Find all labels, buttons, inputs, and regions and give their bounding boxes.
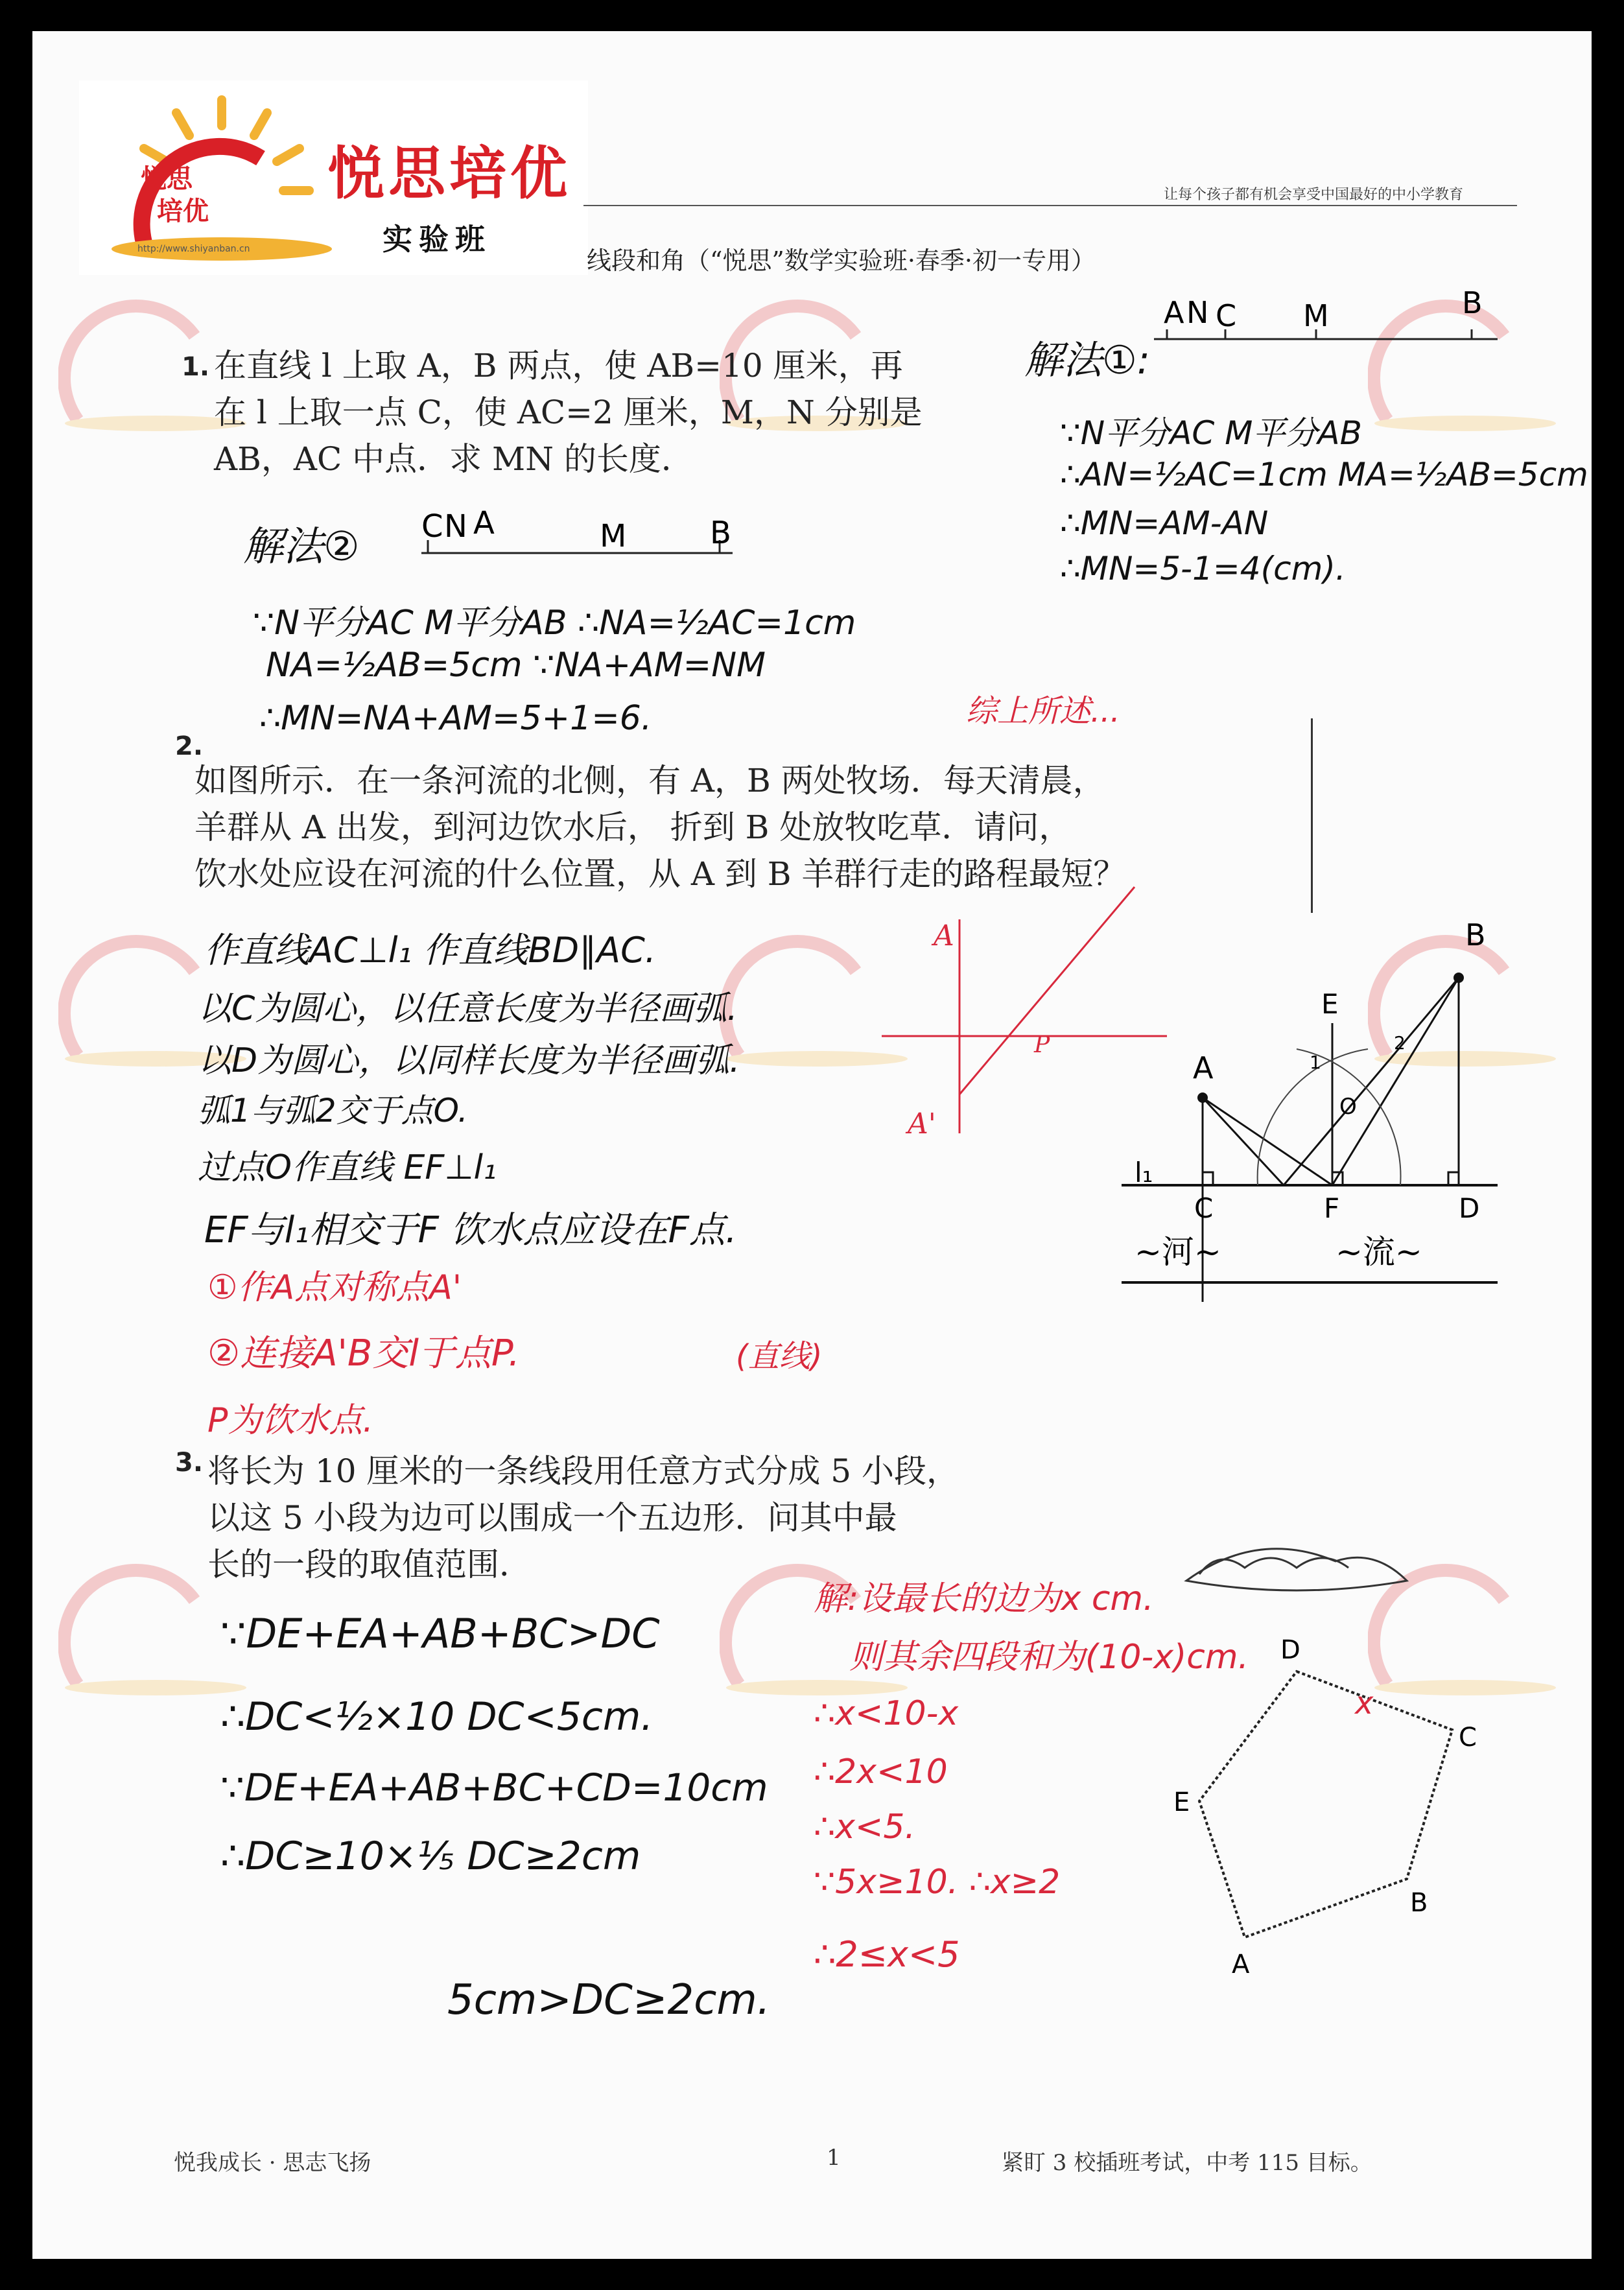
worksheet-page	[32, 31, 1592, 2259]
p1-d1-label-n: N	[1186, 295, 1209, 330]
p1-method1-label: 解法①:	[1024, 338, 1151, 383]
fig2-label-o: O	[1339, 1094, 1357, 1120]
p1-d2-label-c: C	[421, 508, 443, 545]
logo-url: http://www.shiyanban.cn	[137, 244, 250, 254]
p3-red-line-2: 则其余四段和为(10-x)cm.	[849, 1638, 1249, 1677]
p2-line-2: 以C为圆心，以任意长度为半径画弧.	[198, 989, 738, 1028]
problem-2-line-3: 饮水处应设在河流的什么位置，从 A 到 B 羊群行走的路程最短？	[194, 855, 1126, 893]
p2-line-6: EF与l₁相交于F 饮水点应设在F点.	[204, 1209, 737, 1251]
p3-line-5: 5cm>DC≥2cm.	[447, 1976, 771, 2024]
pentagon-red-x: x	[1355, 1685, 1374, 1721]
footer-right: 紧盯 3 校插班考试，中考 115 目标。	[1002, 2150, 1372, 2176]
p3-red-line-1: 解:设最长的边为x cm.	[814, 1579, 1154, 1618]
problem-2-line-2: 羊群从 A 出发，到河边饮水后， 折到 B 处放牧吃草．请问，	[194, 809, 1072, 846]
brand-name: 悦思培优	[327, 140, 572, 207]
sketch-label-a-prime: A'	[908, 1107, 936, 1140]
fig2-label-l1: l₁	[1135, 1157, 1153, 1188]
pentagon-label-e: E	[1173, 1788, 1190, 1817]
p2-red-line-2: ②连接A'B交l于点P.	[207, 1332, 520, 1375]
p1-segment-diagram-1	[1147, 287, 1511, 365]
p1-d2-label-n: N	[444, 508, 467, 545]
fig2-label-f: F	[1324, 1192, 1340, 1224]
leaf-doodle	[1180, 1522, 1413, 1600]
slogan: 让每个孩子都有机会享受中国最好的中小学教育	[1164, 187, 1464, 203]
p1-d2-label-a: A	[473, 505, 495, 541]
problem-3-line-2: 以这 5 小段为边可以围成一个五边形．问其中最	[207, 1499, 897, 1537]
problem-3-line-1: 将长为 10 厘米的一条线段用任意方式分成 5 小段，	[207, 1452, 959, 1490]
p1-d1-label-b: B	[1462, 287, 1483, 320]
footer-left: 悦我成长 · 思志飞扬	[174, 2150, 371, 2176]
problem-1-line-3: AB，AC 中点．求 MN 的长度．	[214, 440, 694, 478]
problem-2-line-1: 如图所示．在一条河流的北侧，有 A，B 两处牧场．每天清晨，	[194, 762, 1105, 799]
fig2-arc-1: 1	[1310, 1052, 1321, 1073]
p1-d1-label-c: C	[1216, 298, 1237, 333]
p3-red-line-4: ∴2x<10	[814, 1753, 948, 1791]
problem-3-line-3: 长的一段的取值范围．	[207, 1546, 532, 1583]
p1-method2-label: 解法②	[243, 523, 360, 570]
p3-red-line-5: ∴x<5.	[814, 1808, 916, 1847]
fig2-label-b: B	[1465, 917, 1486, 952]
fig2-arc-2: 2	[1394, 1032, 1406, 1054]
p1-d2-label-b: B	[710, 515, 731, 551]
p3-line-1: ∵DE+EA+AB+BC>DC	[220, 1610, 660, 1657]
margin-rule	[1311, 718, 1313, 913]
fig2-river-right: ~流~	[1336, 1233, 1422, 1271]
pentagon-figure	[1147, 1613, 1524, 1989]
problem-2-number: 2.	[175, 731, 204, 761]
p1-method1-line-1: ∵N平分AC M平分AB	[1060, 414, 1362, 452]
p2-red-line-1: ①作A点对称点A'	[207, 1268, 462, 1307]
pentagon-label-b: B	[1410, 1888, 1428, 1918]
p1-method2-line-2: NA=½AB=5cm ∵NA+AM=NM	[266, 646, 766, 685]
watermark-logo-icon	[720, 1542, 914, 1710]
problem-1-number: 1.	[182, 352, 210, 382]
logo-text-2: 培优	[157, 196, 209, 226]
pentagon-label-c: C	[1459, 1723, 1477, 1753]
river-figure	[1096, 900, 1517, 1315]
p1-red-note: 综上所述...	[966, 693, 1120, 729]
p1-method1-line-4: ∴MN=5-1=4(cm).	[1060, 550, 1346, 587]
p1-d2-label-m: M	[600, 518, 627, 554]
problem-1-line-2: 在 l 上取一点 C，使 AC=2 厘米，M，N 分别是	[214, 394, 923, 431]
fig2-label-c: C	[1194, 1192, 1214, 1224]
p1-segment-diagram-2	[415, 498, 739, 569]
header-divider	[583, 205, 1517, 206]
p3-red-line-7: ∴2≤x<5	[814, 1934, 960, 1975]
p1-d1-label-m: M	[1303, 298, 1329, 333]
fig2-river-left: ~河~	[1135, 1233, 1221, 1271]
p1-method2-line-3: ∴MN=NA+AM=5+1=6.	[259, 699, 652, 738]
p2-red-line-3: P为饮水点.	[207, 1401, 373, 1440]
pentagon-label-d: D	[1280, 1635, 1300, 1665]
p1-d1-label-a: A	[1164, 295, 1184, 330]
p2-line-4: 弧1与弧2交于点O.	[198, 1092, 468, 1129]
logo-text-1: 悦思	[141, 164, 193, 194]
p1-method1-line-2: ∴AN=½AC=1cm MA=½AB=5cm	[1060, 456, 1588, 493]
pentagon-label-a: A	[1232, 1950, 1250, 1979]
p1-method2-line-1: ∵N平分AC M平分AB ∴NA=½AC=1cm	[253, 604, 856, 643]
fig2-label-d: D	[1459, 1192, 1480, 1224]
p3-line-4: ∴DC≥10×⅕ DC≥2cm	[220, 1834, 641, 1879]
problem-1-line-1: 在直线 l 上取 A，B 两点，使 AB=10 厘米，再	[214, 347, 903, 384]
p1-method1-line-3: ∴MN=AM-AN	[1060, 504, 1269, 542]
p3-red-line-3: ∴x<10-x	[814, 1694, 959, 1733]
p2-line-1: 作直线AC⊥l₁ 作直线BD∥AC.	[204, 930, 656, 971]
sub-brand: 实验班	[382, 222, 491, 257]
p2-line-3: 以D为圆心，以同样长度为半径画弧.	[198, 1041, 740, 1080]
p3-line-2: ∴DC<½×10 DC<5cm.	[220, 1694, 653, 1740]
p2-line-5: 过点O作直线 EF⊥l₁	[198, 1148, 497, 1187]
problem-3-number: 3.	[175, 1448, 204, 1478]
document-title: 线段和角（“悦思”数学实验班·春季·初一专用）	[587, 246, 1096, 275]
sketch-label-a: A	[934, 919, 954, 952]
page-number: 1	[827, 2145, 841, 2171]
p2-red-aside: (直线)	[736, 1338, 823, 1375]
p3-line-3: ∵DE+EA+AB+BC+CD=10cm	[220, 1765, 768, 1810]
sketch-label-p: P	[1034, 1032, 1050, 1058]
fig2-label-a: A	[1193, 1050, 1214, 1085]
fig2-label-e: E	[1321, 988, 1339, 1020]
p3-red-line-6: ∵5x≥10. ∴x≥2	[814, 1863, 1061, 1902]
